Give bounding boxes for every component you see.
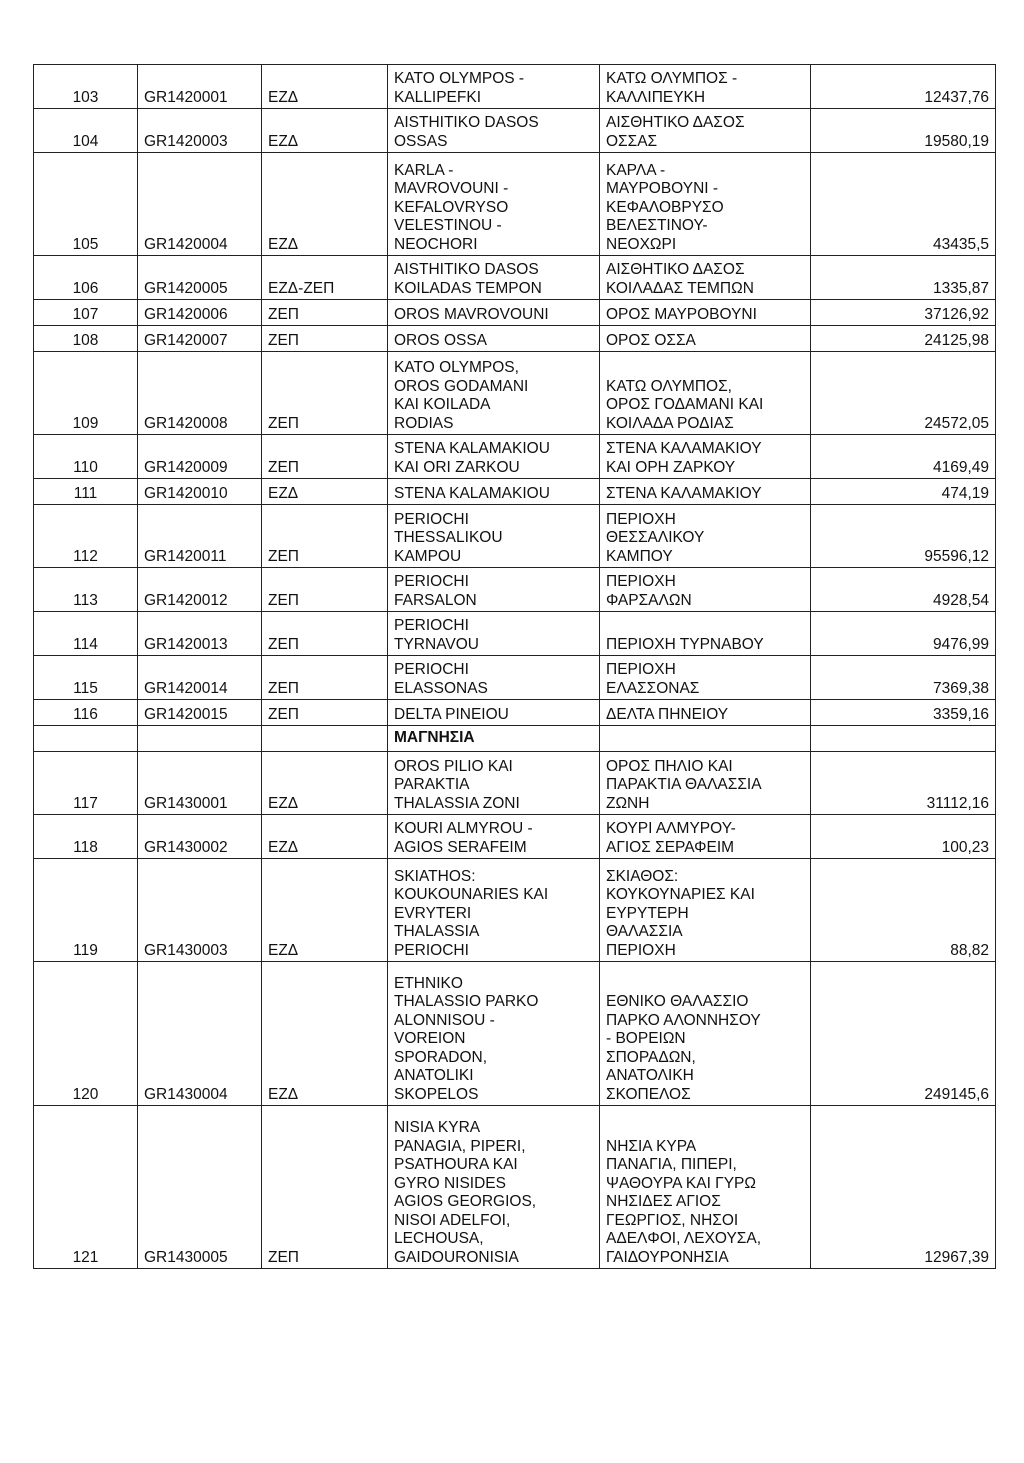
table-row	[34, 752, 996, 815]
greek-name-cell: ΚΟΥΡΙ ΑΛΜΥΡΟΥ- ΑΓΙΟΣ ΣΕΡΑΦΕΙΜ	[600, 815, 811, 859]
greek-name-cell: ΣΚΙΑΘΟΣ: ΚΟΥΚΟΥΝΑΡΙΕΣ ΚΑΙ ΕΥΡΥΤΕΡΗ ΘΑΛΑΣΣΙΑ ΠΕΡΙΟΧΗ	[600, 859, 811, 962]
site-type-cell: ΕΖΔ	[262, 859, 388, 962]
area-cell: 12437,76	[811, 65, 996, 109]
region-name: ΜΑΓΝΗΣΙΑ	[388, 726, 600, 752]
site-code-cell: GR1420010	[138, 479, 262, 505]
site-code-cell: GR1420014	[138, 656, 262, 700]
row-number-cell: 117	[34, 752, 138, 815]
table-row	[34, 1106, 996, 1269]
greek-name-cell: ΔΕΛΤΑ ΠΗΝΕΙΟΥ	[600, 700, 811, 726]
area-cell: 24125,98	[811, 326, 996, 352]
protected-areas-table	[33, 64, 996, 1269]
site-type-cell: ΕΖΔ	[262, 109, 388, 153]
row-number-cell: 118	[34, 815, 138, 859]
row-number-cell: 110	[34, 435, 138, 479]
site-code-cell: GR1420011	[138, 505, 262, 568]
site-code-cell: GR1430004	[138, 962, 262, 1106]
site-code-cell: GR1420001	[138, 65, 262, 109]
area-cell: 4928,54	[811, 568, 996, 612]
greek-name-cell: ΝΗΣΙΑ ΚΥΡΑ ΠΑΝΑΓΙΑ, ΠΙΠΕΡΙ, ΨΑΘΟΥΡΑ ΚΑΙ ΓΥΡΩ ΝΗΣΙΔΕΣ ΑΓΙΟΣ ΓΕΩΡΓΙΟΣ, ΝΗΣΟΙ ΑΔΕΛΦΟΙ, ΛΕΧΟΥΣΑ, ΓΑΙΔΟΥΡΟΝΗΣΙΑ	[600, 1106, 811, 1269]
site-code-cell: GR1420004	[138, 153, 262, 256]
site-type-cell: ΕΖΔ	[262, 815, 388, 859]
site-code-cell: GR1420005	[138, 256, 262, 300]
row-number-cell: 104	[34, 109, 138, 153]
site-type-cell: ΕΖΔ	[262, 752, 388, 815]
site-code-cell: GR1420006	[138, 300, 262, 326]
greek-name-cell: ΠΕΡΙΟΧΗ ΘΕΣΣΑΛΙΚΟΥ ΚΑΜΠΟΥ	[600, 505, 811, 568]
table-row	[34, 815, 996, 859]
site-code-cell: GR1420015	[138, 700, 262, 726]
latin-name-cell: PERIOCHI TYRNAVOU	[388, 612, 600, 656]
site-code-cell: GR1430001	[138, 752, 262, 815]
area-cell: 12967,39	[811, 1106, 996, 1269]
latin-name-cell: KOURI ALMYROU - AGIOS SERAFEIM	[388, 815, 600, 859]
latin-name-cell: DELTA PINEIOU	[388, 700, 600, 726]
table-body	[34, 65, 996, 1269]
row-number-cell: 108	[34, 326, 138, 352]
empty-cell	[262, 726, 388, 752]
latin-name-cell: NISIA KYRA PANAGIA, PIPERI, PSATHOURA KAI GYRO NISIDES AGIOS GEORGIOS, NISOI ADELFOI, LECHOUSA, GAIDOURONISIA	[388, 1106, 600, 1269]
site-type-cell: ΕΖΔ	[262, 479, 388, 505]
area-cell: 95596,12	[811, 505, 996, 568]
site-type-cell: ΕΖΔ-ΖΕΠ	[262, 256, 388, 300]
site-code-cell: GR1420008	[138, 352, 262, 435]
greek-name-cell: ΑΙΣΘΗΤΙΚΟ ΔΑΣΟΣ ΟΣΣΑΣ	[600, 109, 811, 153]
greek-name-cell: ΚΑΡΛΑ - ΜΑΥΡΟΒΟΥΝΙ - ΚΕΦΑΛΟΒΡΥΣΟ ΒΕΛΕΣΤΙΝΟΥ- ΝΕΟΧΩΡΙ	[600, 153, 811, 256]
greek-name-cell: ΣΤΕΝΑ ΚΑΛΑΜΑΚΙΟΥ ΚΑΙ ΟΡΗ ΖΑΡΚΟΥ	[600, 435, 811, 479]
area-cell: 7369,38	[811, 656, 996, 700]
row-number-cell: 116	[34, 700, 138, 726]
latin-name-cell: KARLA - MAVROVOUNI - KEFALOVRYSO VELESTINOU - NEOCHORI	[388, 153, 600, 256]
site-code-cell: GR1420012	[138, 568, 262, 612]
site-code-cell: GR1430003	[138, 859, 262, 962]
table-row	[34, 479, 996, 505]
site-type-cell: ΕΖΔ	[262, 962, 388, 1106]
site-code-cell: GR1430002	[138, 815, 262, 859]
area-cell: 100,23	[811, 815, 996, 859]
site-type-cell: ΖΕΠ	[262, 700, 388, 726]
table-row	[34, 700, 996, 726]
table-row	[34, 612, 996, 656]
greek-name-cell: ΠΕΡΙΟΧΗ ΤΥΡΝΑΒΟΥ	[600, 612, 811, 656]
row-number-cell: 107	[34, 300, 138, 326]
table-row	[34, 300, 996, 326]
row-number-cell: 109	[34, 352, 138, 435]
row-number-cell: 120	[34, 962, 138, 1106]
empty-cell	[138, 726, 262, 752]
site-type-cell: ΖΕΠ	[262, 352, 388, 435]
latin-name-cell: PERIOCHI FARSALON	[388, 568, 600, 612]
latin-name-cell: PERIOCHI ELASSONAS	[388, 656, 600, 700]
greek-name-cell: ΕΘΝΙΚΟ ΘΑΛΑΣΣΙΟ ΠΑΡΚΟ ΑΛΟΝΝΗΣΟΥ - ΒΟΡΕΙΩΝ ΣΠΟΡΑΔΩΝ, ΑΝΑΤΟΛΙΚΗ ΣΚΟΠΕΛΟΣ	[600, 962, 811, 1106]
greek-name-cell: ΚΑΤΩ ΟΛΥΜΠΟΣ - ΚΑΛΛΙΠΕΥΚΗ	[600, 65, 811, 109]
area-cell: 43435,5	[811, 153, 996, 256]
table-row	[34, 153, 996, 256]
site-code-cell: GR1420003	[138, 109, 262, 153]
row-number-cell: 114	[34, 612, 138, 656]
row-number-cell: 105	[34, 153, 138, 256]
latin-name-cell: ETHNIKO THALASSIO PARKO ALONNISOU - VOREION SPORADON, ANATOLIKI SKOPELOS	[388, 962, 600, 1106]
row-number-cell: 106	[34, 256, 138, 300]
latin-name-cell: AISTHITIKO DASOS OSSAS	[388, 109, 600, 153]
latin-name-cell: KATO OLYMPOS, OROS GODAMANI KAI KOILADA RODIAS	[388, 352, 600, 435]
area-cell: 249145,6	[811, 962, 996, 1106]
row-number-cell: 111	[34, 479, 138, 505]
empty-cell	[811, 726, 996, 752]
region-header-row	[34, 726, 996, 752]
table-row	[34, 352, 996, 435]
greek-name-cell: ΟΡΟΣ ΟΣΣΑ	[600, 326, 811, 352]
site-type-cell: ΖΕΠ	[262, 505, 388, 568]
table-row	[34, 109, 996, 153]
row-number-cell: 103	[34, 65, 138, 109]
site-code-cell: GR1430005	[138, 1106, 262, 1269]
area-cell: 474,19	[811, 479, 996, 505]
latin-name-cell: AISTHITIKO DASOS KOILADAS TEMPON	[388, 256, 600, 300]
site-code-cell: GR1420007	[138, 326, 262, 352]
area-cell: 37126,92	[811, 300, 996, 326]
latin-name-cell: OROS PILIO KAI PARAKTIA THALASSIA ZONI	[388, 752, 600, 815]
site-type-cell: ΕΖΔ	[262, 153, 388, 256]
greek-name-cell: ΟΡΟΣ ΠΗΛΙΟ ΚΑΙ ΠΑΡΑΚΤΙΑ ΘΑΛΑΣΣΙΑ ΖΩΝΗ	[600, 752, 811, 815]
latin-name-cell: PERIOCHI THESSALIKOU KAMPOU	[388, 505, 600, 568]
table-row	[34, 326, 996, 352]
area-cell: 9476,99	[811, 612, 996, 656]
area-cell: 1335,87	[811, 256, 996, 300]
site-type-cell: ΖΕΠ	[262, 435, 388, 479]
table-row	[34, 859, 996, 962]
latin-name-cell: KATO OLYMPOS - KALLIPEFKI	[388, 65, 600, 109]
empty-cell	[600, 726, 811, 752]
table-row	[34, 656, 996, 700]
row-number-cell: 112	[34, 505, 138, 568]
site-type-cell: ΖΕΠ	[262, 568, 388, 612]
table-row	[34, 256, 996, 300]
area-cell: 19580,19	[811, 109, 996, 153]
latin-name-cell: STENA KALAMAKIOU KAI ORI ZARKOU	[388, 435, 600, 479]
site-code-cell: GR1420013	[138, 612, 262, 656]
area-cell: 3359,16	[811, 700, 996, 726]
table-row	[34, 568, 996, 612]
greek-name-cell: ΚΑΤΩ ΟΛΥΜΠΟΣ, ΟΡΟΣ ΓΟΔΑΜΑΝΙ ΚΑΙ ΚΟΙΛΑΔΑ ΡΟΔΙΑΣ	[600, 352, 811, 435]
latin-name-cell: OROS OSSA	[388, 326, 600, 352]
greek-name-cell: ΠΕΡΙΟΧΗ ΦΑΡΣΑΛΩΝ	[600, 568, 811, 612]
table-row	[34, 505, 996, 568]
table-row	[34, 435, 996, 479]
greek-name-cell: ΑΙΣΘΗΤΙΚΟ ΔΑΣΟΣ ΚΟΙΛΑΔΑΣ ΤΕΜΠΩΝ	[600, 256, 811, 300]
greek-name-cell: ΟΡΟΣ ΜΑΥΡΟΒΟΥΝΙ	[600, 300, 811, 326]
greek-name-cell: ΣΤΕΝΑ ΚΑΛΑΜΑΚΙΟΥ	[600, 479, 811, 505]
latin-name-cell: SKIATHOS: KOUKOUNARIES KAI EVRYTERI THALASSIA PERIOCHI	[388, 859, 600, 962]
site-type-cell: ΖΕΠ	[262, 300, 388, 326]
area-cell: 88,82	[811, 859, 996, 962]
area-cell: 24572,05	[811, 352, 996, 435]
site-type-cell: ΖΕΠ	[262, 1106, 388, 1269]
site-type-cell: ΖΕΠ	[262, 656, 388, 700]
site-type-cell: ΖΕΠ	[262, 612, 388, 656]
area-cell: 31112,16	[811, 752, 996, 815]
greek-name-cell: ΠΕΡΙΟΧΗ ΕΛΑΣΣΟΝΑΣ	[600, 656, 811, 700]
row-number-cell: 113	[34, 568, 138, 612]
area-cell: 4169,49	[811, 435, 996, 479]
row-number-cell: 119	[34, 859, 138, 962]
row-number-cell: 121	[34, 1106, 138, 1269]
site-type-cell: ΕΖΔ	[262, 65, 388, 109]
row-number-cell: 115	[34, 656, 138, 700]
table-row	[34, 65, 996, 109]
latin-name-cell: OROS MAVROVOUNI	[388, 300, 600, 326]
site-type-cell: ΖΕΠ	[262, 326, 388, 352]
empty-cell	[34, 726, 138, 752]
latin-name-cell: STENA KALAMAKIOU	[388, 479, 600, 505]
table-row	[34, 962, 996, 1106]
site-code-cell: GR1420009	[138, 435, 262, 479]
